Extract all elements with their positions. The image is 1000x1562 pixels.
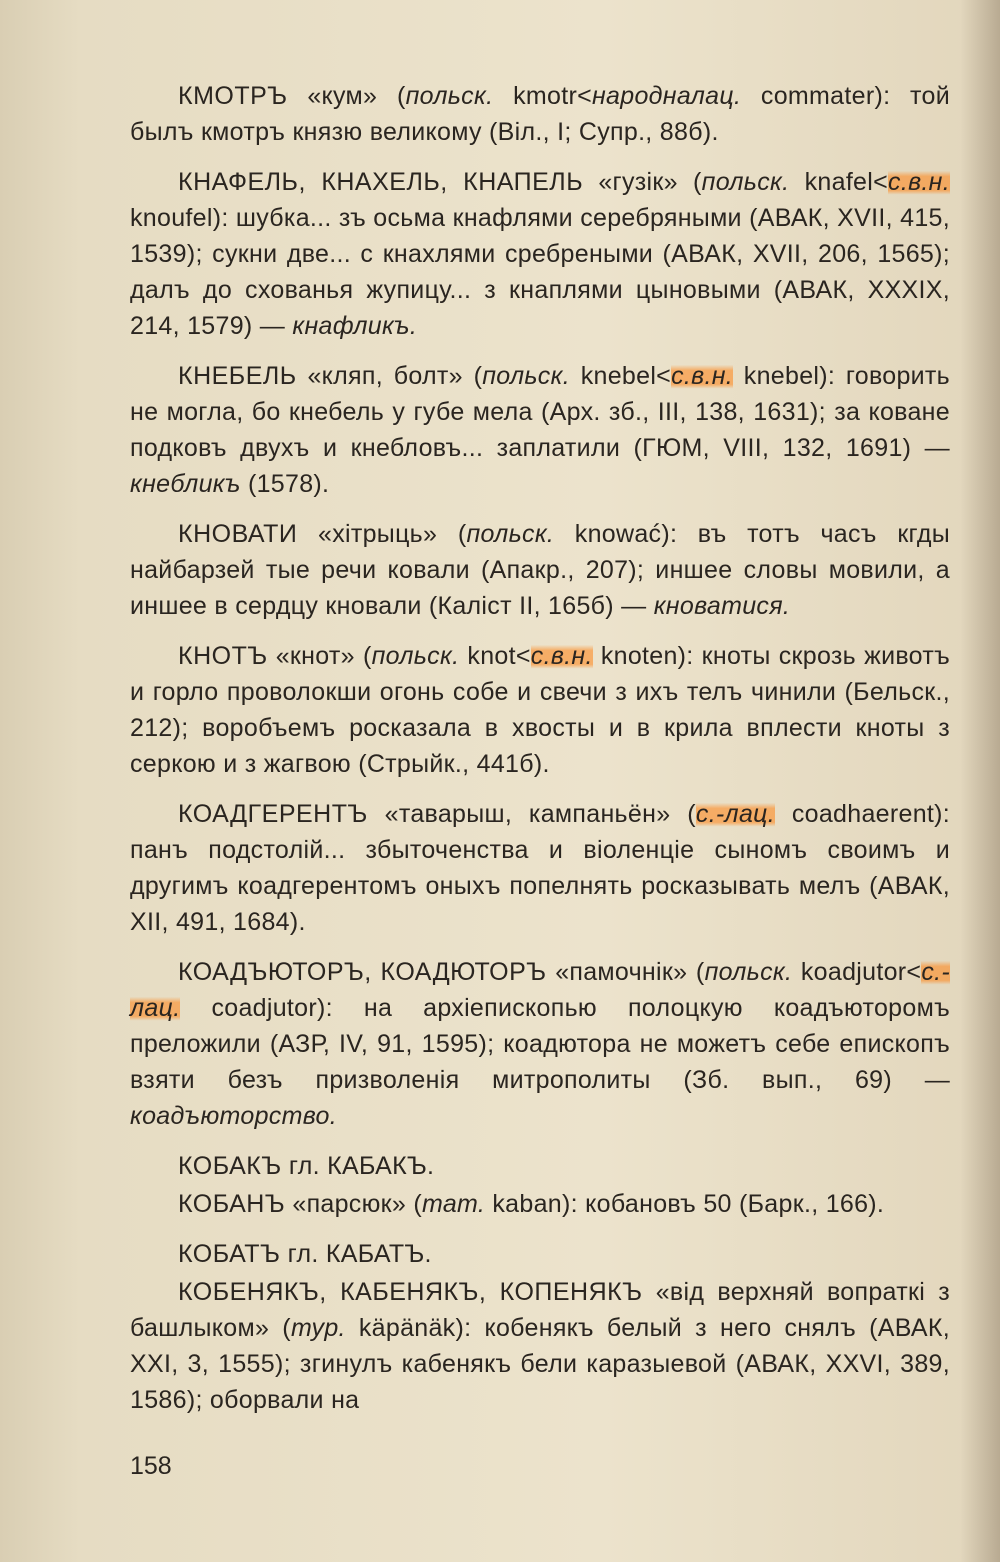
entry-paragraph [130, 796, 950, 940]
headword: КОБАТЪ [178, 1240, 281, 1268]
paren: ( [695, 958, 705, 986]
highlighted-source-label: с.в.н. [671, 362, 734, 390]
dictionary-entry [130, 1148, 950, 1184]
headword: КОБАНЪ [178, 1190, 286, 1218]
etymon: knować): въ тотъ часъ кгды найбарзей тые речи ковали (Апакр., 207); иншее словы мовили, а иншее в сердцу кновали (Каліст II, 165б) — [130, 520, 951, 620]
headword: КОБЕНЯКЪ, КАБЕНЯКЪ, КОПЕНЯКЪ [178, 1278, 643, 1306]
gloss: гл. КАБАКЪ. [288, 1152, 435, 1180]
date-note: (1578). [240, 470, 330, 498]
etymon: kmotr< [493, 82, 592, 110]
etymon: koadjutor< [792, 958, 922, 986]
paren: ( [457, 520, 467, 548]
paren: ( [693, 168, 702, 196]
gloss: «парсюк» [292, 1190, 407, 1218]
entry-paragraph [130, 1186, 950, 1222]
headword: КНОТЪ [178, 642, 268, 670]
source-label: народналац. [591, 82, 742, 110]
etymon: knafel< [789, 168, 889, 196]
gloss: «кум» [307, 82, 378, 110]
paren: ( [687, 800, 696, 828]
entry-paragraph [130, 1148, 950, 1184]
gloss: «кляп, болт» [307, 362, 463, 390]
headword: КНОВАТИ [178, 520, 298, 548]
dictionary-entry [130, 638, 950, 782]
headword: КНЕБЕЛЬ [178, 362, 297, 390]
dictionary-entry [130, 796, 950, 940]
paren: ( [396, 82, 406, 110]
highlighted-source-label: с.в.н. [530, 642, 593, 670]
entry-paragraph [130, 516, 950, 624]
paren: ( [413, 1190, 422, 1218]
dictionary-entry [130, 1236, 950, 1272]
page-number: 158 [130, 1452, 172, 1480]
gloss: «таварыш, кампаньён» [384, 800, 671, 828]
language-label: тур. [290, 1314, 346, 1342]
etymon: kaban): кобановъ 50 (Барк., 166). [485, 1190, 885, 1218]
language-label: польск. [371, 642, 460, 670]
paren: ( [282, 1314, 291, 1342]
headword: КОБАКЪ [178, 1152, 282, 1180]
citations: coadjutor): на архіепископью полоцкую коадъюторомъ преложили (АЗР, IV, 91, 1595); коадютора не можетъ себе епископъ взяти безъ призволенія митрополиты (Зб. вып., 69) — [130, 994, 950, 1094]
gloss: гл. КАБАТЪ. [287, 1240, 432, 1268]
entry-paragraph [130, 78, 950, 150]
gloss: «хітрыць» [317, 520, 438, 548]
language-label: польск. [701, 168, 790, 196]
entry-paragraph [130, 358, 950, 502]
derivative: кноватися. [653, 592, 791, 620]
dictionary-entry [130, 516, 950, 624]
language-label: польск. [704, 958, 793, 986]
derivative: кнебликъ [130, 470, 241, 498]
dictionary-entry [130, 78, 950, 150]
highlighted-source-label: с.-лац. [695, 800, 776, 828]
highlighted-source-label: с.в.н. [888, 168, 950, 196]
dictionary-entry [130, 358, 950, 502]
entry-paragraph [130, 164, 950, 344]
citations: coadhaerent): панъ подстолій... збыточенства и віоленціе сыномъ своимъ и другимъ коадгерентомъ оныхъ попелнять росказывать мелъ (АВАК, XII, 491, 1684). [130, 800, 951, 936]
dictionary-entry [130, 1274, 950, 1418]
etymon: käpänäk): кобенякъ белый з него снялъ (АВАК, XXI, 3, 1555); згинулъ кабенякъ бели каразыевой (АВАК, XXVI, 389, 1586); оборвали на [130, 1314, 950, 1414]
gloss: «кнот» [275, 642, 355, 670]
language-label: польск. [466, 520, 555, 548]
language-label: тат. [422, 1190, 486, 1218]
dictionary-text [130, 78, 950, 1432]
headword: КОАДЪЮТОРЪ, КОАДЮТОРЪ [178, 958, 547, 986]
headword: КМОТРЪ [178, 82, 288, 110]
dictionary-entry [130, 164, 950, 344]
derivative: кнафликъ. [292, 312, 418, 340]
etymon: knebel< [569, 362, 672, 390]
dictionary-entry [130, 954, 950, 1134]
entry-paragraph [130, 954, 950, 1134]
citations: knoten): кноты скрозь животъ и горло проволокши огонь собе и свечи з ихъ телъ чинили (Бельск., 212); воробъемъ росказала в хвосты и в крила вплести кноты з серкою и з жагвою (Стрыйк., 441б). [130, 642, 951, 778]
citations: knebel): говорить не могла, бо кнебель у губе мела (Арх. зб., III, 138, 1631); за кованe подковъ двухъ и кнебловъ... заплатили (ГЮМ, VIII, 132, 1691) — [130, 362, 950, 462]
language-label: польск. [405, 82, 494, 110]
gloss: «гузік» [598, 168, 678, 196]
headword: КНАФЕЛЬ, КНАХЕЛЬ, КНАПЕЛЬ [178, 168, 584, 196]
headword: КОАДГЕРЕНТЪ [178, 800, 368, 828]
highlighted-source-label: с.-лац. [130, 958, 950, 1022]
dictionary-entry [130, 1186, 950, 1222]
derivative: коадъюторство. [130, 1102, 337, 1130]
entry-paragraph [130, 1236, 950, 1272]
gloss: «памочнік» [555, 958, 688, 986]
language-label: польск. [482, 362, 570, 390]
citations: knoufel): шубка... зъ осьма кнафлями серебряными (АВАК, XVII, 415, 1539); сукни две... с кнахлями сребреными (АВАК, XVII, 206, 1565); далъ до схованья жупицу... з кнаплями цыновыми (АВАК, XXXIX, 214, 1579) — [130, 204, 950, 340]
etymon: knot< [459, 642, 531, 670]
paren: ( [362, 642, 372, 670]
entry-paragraph [130, 1274, 950, 1418]
entry-paragraph [130, 638, 950, 782]
gloss: «від верхняй вопраткі з башлыком» [130, 1278, 950, 1342]
citations: commater): той былъ кмотръ князю великому (Віл., I; Супр., 88б). [130, 82, 950, 146]
paren: ( [473, 362, 483, 390]
page-shadow [960, 0, 1000, 1562]
